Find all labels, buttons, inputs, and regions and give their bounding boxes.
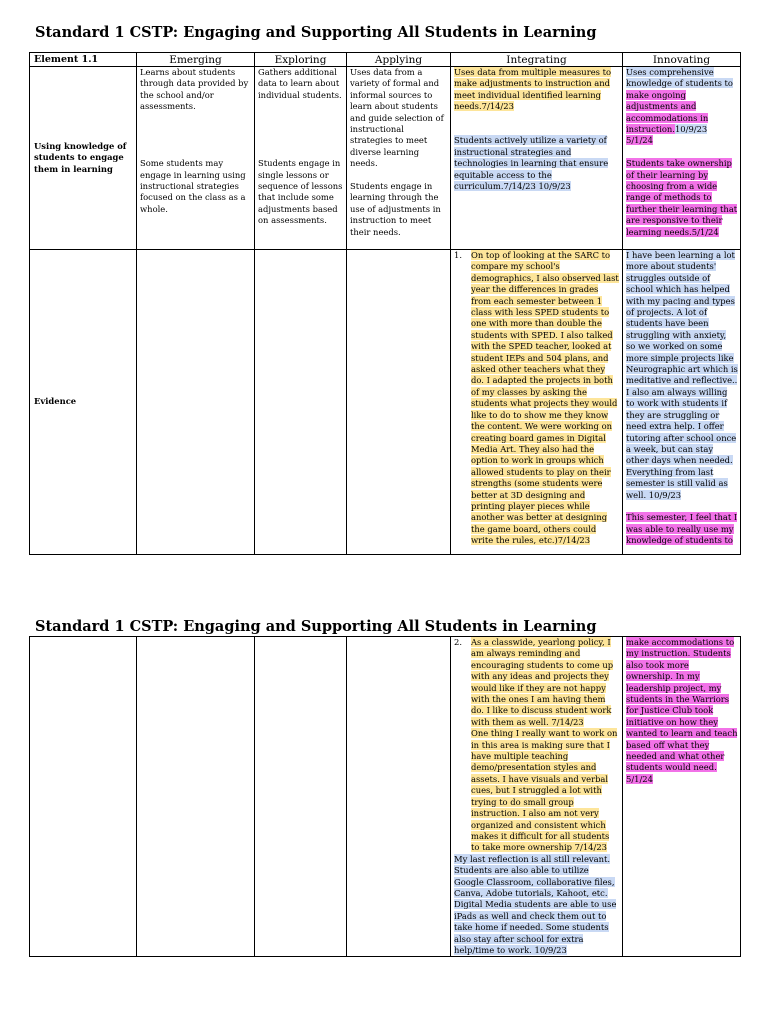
cont-integrating-text-b: One thing I really want to work on in this area is making sure that I have multiple teaching demo/presentation styles and assets. I have visuals and verbal cues, but I struggled a lot with trying to do small group instruction. I also am not very organized and consistent which makes it difficult for all students to take more ownership 7/14/23 <box>471 728 618 853</box>
cell-innovating <box>623 67 741 250</box>
exploring-text-a: Gathers additional data to learn about individual students. <box>258 67 342 100</box>
innovating-text-a2: make ongoing adjustments and accommodations in instruction. <box>626 89 709 135</box>
cont-emerging <box>137 637 255 957</box>
cell-applying <box>347 67 451 250</box>
header-row <box>30 53 741 67</box>
rubric-table-element-1-1 <box>29 52 741 555</box>
row-evidence-continued <box>30 637 741 957</box>
cell-integrating <box>451 67 623 250</box>
evidence-innovating-text-a: I have been learning a lot more about students' struggles outside of school which has helped with my pacing and types of projects. A lot of students have been struggling with anxiety, so we worked on some more simple projects like Neurographic art which is meditative and reflective.. I also am always willing to work with students if they are struggling or need extra help. I offer tutoring after school once a week, but can stay other days when needed. <box>626 250 738 466</box>
cont-exploring <box>255 637 347 957</box>
applying-text-a: Uses data from a variety of formal and informal sources to learn about students and guide selection of instructional strategies to meet diverse learning needs. <box>350 67 444 169</box>
applying-text-b: Students engage in learning through the use of adjustments in instruction to meet their needs. <box>350 181 441 237</box>
header-exploring: Exploring <box>255 53 347 67</box>
evidence-innovating-text-c: This semester, I feel that I was able to really use my knowledge of students to <box>626 512 738 546</box>
evidence-integrating-text: On top of looking at the SARC to compare my school's demographics, I also observed last year the differences in grades from each semester between 1 class with less SPED students to one with more than double the students with SPED. I also talked with the SPED teacher, looked at student IEPs and 504 plans, and asked other teachers what they do. I adapted the projects in both of my classes by asking the students what projects they would like to do to show me they know the content. We were working on creating board games in Digital Media Art. They also had the option to work in groups which allowed students to play on their strengths (some students were better at 3D designing and printing player pieces while another was better at designing the game board, others could write the rules, etc.)7/14/23 <box>471 250 619 546</box>
integrating-text-b: Students actively utilize a variety of instructional strategies and technologies in learning that ensure equitable access to the curriculum.7/14/23 10/9/23 <box>454 135 609 192</box>
evidence-innovating-text-b: Everything from last semester is still valid as well. 10/9/23 <box>626 466 728 500</box>
cont-integrating <box>451 637 623 957</box>
cont-integrating-text-a: As a classwide, yearlong policy, I am always reminding and encouraging students to come up with any ideas and projects they would like if they are not happy with the ones I am having them do. I like to discuss student work with them as well. 7/14/23 <box>471 637 614 727</box>
exploring-text-b: Students engage in single lessons or sequence of lessons that include some adjustments based on assessments. <box>258 158 343 226</box>
innovating-text-b: Students take ownership of their learning by choosing from a wide range of methods to further their learning that are responsive to their learning needs.5/1/24 <box>626 158 738 237</box>
cell-exploring <box>255 67 347 250</box>
cont-integrating-text-d: Digital Media students are able to use iPads as well and check them out to take home if needed. Some students also stay after school for extra help/time to work. 10/9/23 <box>454 899 617 955</box>
innovating-text-a3: 10/9/23 <box>674 124 708 135</box>
evidence-exploring <box>255 250 347 555</box>
element-label: Element 1.1 <box>30 53 137 67</box>
header-innovating: Innovating <box>623 53 741 67</box>
evidence-innovating <box>623 250 741 555</box>
header-applying: Applying <box>347 53 451 67</box>
page-title-continued: Standard 1 CSTP: Engaging and Supporting All Students in Learning <box>35 618 597 635</box>
list-number: 1. <box>454 250 462 260</box>
emerging-text-b: Some students may engage in learning using instructional strategies focused on the class as a whole. <box>140 158 246 214</box>
row-using-knowledge <box>30 67 741 250</box>
cont-label <box>30 637 137 957</box>
row-label-using-knowledge: Using knowledge of students to engage them in learning <box>30 67 137 250</box>
innovating-text-a1: Uses comprehensive knowledge of students to <box>626 67 733 89</box>
emerging-text-a: Learns about students through data provided by the school and/or assessments. <box>140 67 249 112</box>
rubric-table-continued <box>29 636 741 957</box>
row-evidence <box>30 250 741 555</box>
evidence-emerging <box>137 250 255 555</box>
evidence-integrating <box>451 250 623 555</box>
row-label-evidence: Evidence <box>30 250 137 555</box>
evidence-applying <box>347 250 451 555</box>
cont-innovating <box>623 637 741 957</box>
integrating-text-a: Uses data from multiple measures to make adjustments to instruction and meet individual identified learning needs.7/14/23 <box>454 67 612 112</box>
cont-applying <box>347 637 451 957</box>
header-integrating: Integrating <box>451 53 623 67</box>
header-emerging: Emerging <box>137 53 255 67</box>
cont-integrating-text-c: My last reflection is all still relevant. Students are also able to utilize Google Classroom, collaborative files, Canva, Adobe tutorials, Kahoot, etc. <box>454 853 615 898</box>
page-title: Standard 1 CSTP: Engaging and Supporting All Students in Learning <box>35 24 597 41</box>
list-number: 2. <box>454 637 462 647</box>
cont-innovating-text: make accommodations to my instruction. Students also took more ownership. In my leadership project, my students in the Warriors for Justice Club took initiative on how they wanted to learn and teach based off what they needed and what other students would need. 5/1/24 <box>626 637 738 784</box>
innovating-text-a4: 5/1/24 <box>626 135 653 146</box>
cell-emerging <box>137 67 255 250</box>
